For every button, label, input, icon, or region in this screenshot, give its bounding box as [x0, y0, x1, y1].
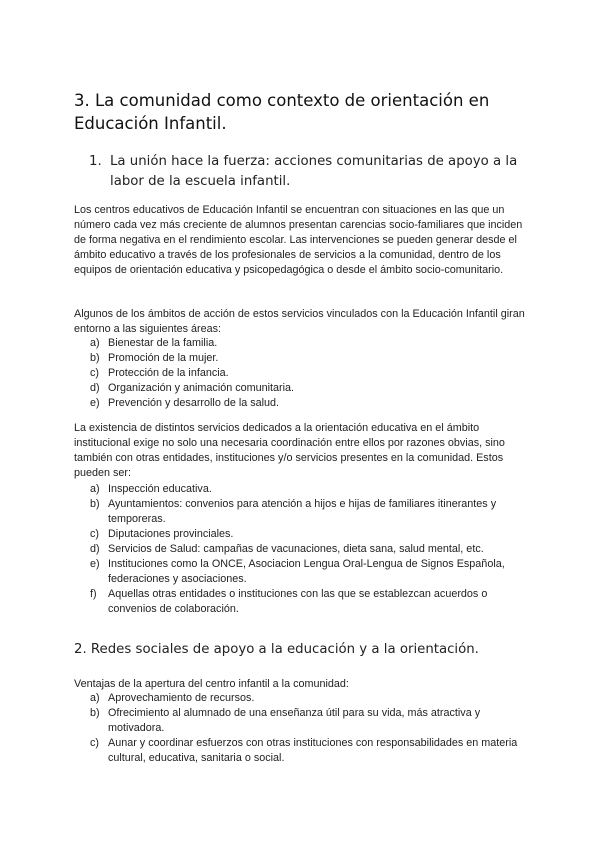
list-services: [74, 482, 530, 617]
list-item: a) Bienestar de la familia.: [90, 337, 218, 349]
paragraph-advantages-intro: Ventajas de la apertura del centro infantil a la comunidad:: [74, 678, 349, 690]
list-item: a) Aprovechamiento de recursos.: [90, 692, 255, 704]
subsection-heading-2: 2. Redes sociales de apoyo a la educación y a la orientación.: [74, 642, 479, 657]
list-advantages: [74, 691, 530, 766]
list-item: b) Ofrecimiento al alumnado de una enseñanza útil para su vida, más atractiva y motivadora.: [90, 707, 481, 734]
list-item: f) Aquellas otras entidades o instituciones con las que se establezcan acuerdos o convenios de colaboración.: [90, 588, 488, 615]
paragraph-areas-intro: Algunos de los ámbitos de acción de estos servicios vinculados con la Educación Infantil giran entorno a las siguientes áreas:: [74, 308, 525, 335]
list-item: a) Inspección educativa.: [90, 483, 212, 495]
list-item: c) Protección de la infancia.: [90, 367, 229, 379]
list-item: c) Diputaciones provinciales.: [90, 528, 234, 540]
list-item: b) Ayuntamientos: convenios para atención a hijos e hijas de familiares itinerantes y temporeras.: [90, 498, 497, 525]
list-item: b) Promoción de la mujer.: [90, 352, 219, 364]
list-item: d) Servicios de Salud: campañas de vacunaciones, dieta sana, salud mental, etc.: [90, 543, 484, 555]
subsection-title: La unión hace la fuerza: acciones comunitarias de apoyo a la labor de la escuela infantil.: [110, 154, 518, 189]
paragraph-services-intro: La existencia de distintos servicios dedicados a la orientación educativa en el ámbito institucional exige no solo una necesaria coordinación entre ellos por razones obvias, sino también con otras entidades, instituciones y/o servicios presentes en la comunidad. Estos pueden ser:: [74, 422, 505, 479]
list-item: e) Instituciones como la ONCE, Asociacion Lengua Oral-Lengua de Signos Española, federaciones y asociaciones.: [90, 558, 505, 585]
section-heading: 3. La comunidad como contexto de orientación en Educación Infantil.: [74, 91, 490, 133]
list-areas: [74, 336, 530, 411]
list-item: d) Organización y animación comunitaria.: [90, 382, 295, 394]
paragraph-intro: Los centros educativos de Educación Infantil se encuentran con situaciones en las que un número cada vez más creciente de alumnos presentan carencias socio-familiares que inciden de forma negativa en el rendimiento escolar. Las intervenciones se pueden generar desde el ámbito educativo a través de los profesionales de servicios a la comunidad, dentro de los equipos de orientación educativa y psicopedagógica o desde el ámbito socio-comunitario.: [74, 204, 523, 276]
list-item: e) Prevención y desarrollo de la salud.: [90, 397, 280, 409]
list-item: c) Aunar y coordinar esfuerzos con otras instituciones con responsabilidades en materia cultural, educativa, sanitaria o social.: [90, 737, 518, 764]
subsection-heading-1: [89, 152, 549, 192]
subsection-number: 1.: [89, 154, 102, 169]
